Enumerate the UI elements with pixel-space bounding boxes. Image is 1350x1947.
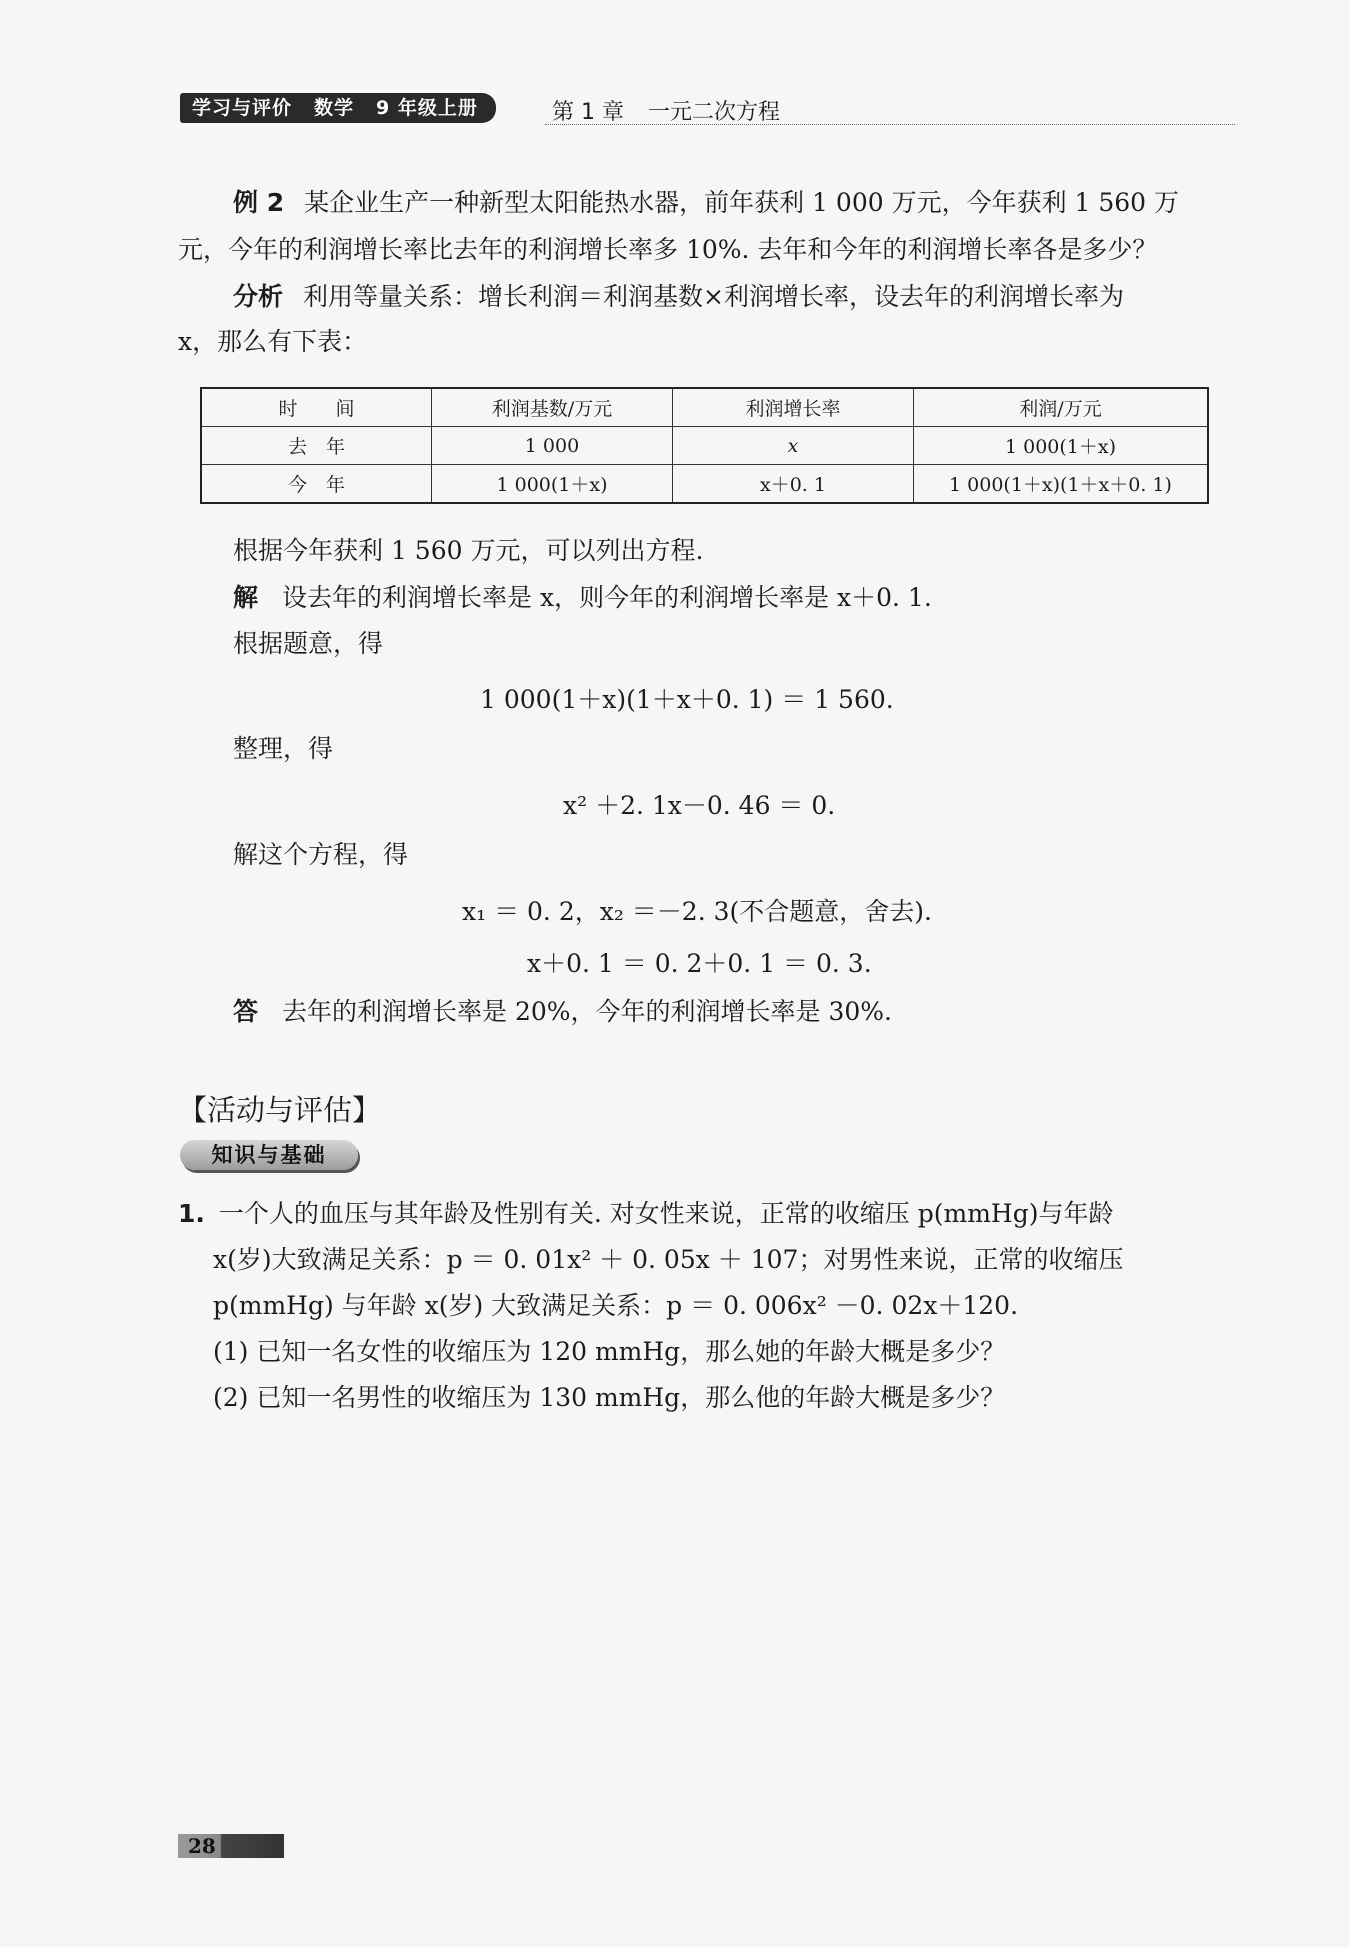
table-header-cell: 利润增长率 (673, 388, 914, 427)
by-meaning: 根据题意，得 (233, 629, 384, 658)
analysis-line-1 (233, 279, 1124, 315)
answer-line (233, 994, 892, 1030)
table-header-cell: 利润基数/万元 (432, 388, 673, 427)
analysis-label: 分析 (233, 282, 284, 311)
table-cell: 今 年 (201, 465, 432, 504)
answer-text: 去年的利润增长率是 20%，今年的利润增长率是 30%. (282, 997, 892, 1026)
exercise-text-1: 一个人的血压与其年龄及性别有关. 对女性来说，正常的收缩压 p(mmHg)与年龄 (218, 1199, 1114, 1228)
page-number: 28 (188, 1834, 216, 1858)
example-text-1: 某企业生产一种新型太阳能热水器，前年获利 1 000 万元，今年获利 1 560 万 (304, 188, 1180, 217)
equation-1: 1 000(1＋x)(1＋x＋0. 1) ＝ 1 560. (480, 685, 894, 714)
exercise-question-1: (1) 已知一名女性的收缩压为 120 mmHg，那么她的年龄大概是多少？ (213, 1337, 1006, 1366)
answer-label: 答 (233, 997, 259, 1026)
table-header-row (201, 388, 1208, 427)
table-row (201, 465, 1208, 504)
exercise-number: 1. (178, 1199, 205, 1228)
equation-4: x＋0. 1 ＝ 0. 2＋0. 1 ＝ 0. 3. (527, 949, 872, 978)
table-cell: x (673, 427, 914, 465)
exercise-line-3: p(mmHg) 与年龄 x(岁) 大致满足关系：p ＝ 0. 006x² －0. 02x＋120. (213, 1291, 1019, 1320)
table-cell: x＋0. 1 (673, 465, 914, 504)
table-cell: 去 年 (201, 427, 432, 465)
book-series: 学习与评价 (192, 97, 293, 119)
chapter-number: 第 1 章 (552, 100, 624, 125)
table-header-cell: 利润/万元 (914, 388, 1209, 427)
table-cell: 1 000(1＋x)(1＋x＋0. 1) (914, 465, 1209, 504)
header-rule (545, 124, 1235, 125)
book-title-badge (180, 93, 496, 123)
chapter-header (552, 95, 780, 126)
page-number-tab (178, 1834, 284, 1858)
simplify-line: 整理，得 (233, 734, 334, 763)
solution-intro: 根据今年获利 1 560 万元，可以列出方程. (233, 536, 704, 565)
analysis-text-1: 利用等量关系：增长利润＝利润基数×利润增长率，设去年的利润增长率为 (303, 282, 1124, 311)
book-subject: 数学 (314, 97, 355, 119)
table-row (201, 427, 1208, 465)
example-line-1 (233, 185, 1179, 221)
profit-table (200, 387, 1209, 504)
equation-3: x₁ ＝ 0. 2，x₂ ＝－2. 3(不合题意，舍去). (462, 897, 932, 926)
example-line-2: 元，今年的利润增长率比去年的利润增长率多 10%. 去年和今年的利润增长率各是多少？ (178, 235, 1158, 264)
solve-line: 解这个方程，得 (233, 840, 409, 869)
table-cell: 1 000(1＋x) (432, 465, 673, 504)
example-label: 例 2 (233, 188, 285, 217)
table-header-cell: 时 间 (201, 388, 432, 427)
equation-2: x² ＋2. 1x－0. 46 ＝ 0. (563, 791, 836, 820)
exercise-line-2: x(岁)大致满足关系：p ＝ 0. 01x² ＋ 0. 05x ＋ 107；对男性来说，正常的收缩压 (213, 1245, 1124, 1274)
solution-label: 解 (233, 583, 259, 612)
solution-set-line (233, 580, 932, 616)
exercise-question-2: (2) 已知一名男性的收缩压为 130 mmHg，那么他的年龄大概是多少？ (213, 1383, 1006, 1412)
chapter-title: 一元二次方程 (647, 100, 780, 125)
section-title: 【活动与评估】 (178, 1093, 382, 1127)
table-cell: 1 000(1＋x) (914, 427, 1209, 465)
table-cell: 1 000 (432, 427, 673, 465)
book-grade: 9 年级上册 (376, 97, 478, 119)
analysis-line-2: x，那么有下表： (178, 327, 368, 356)
solution-set: 设去年的利润增长率是 x，则今年的利润增长率是 x＋0. 1. (282, 583, 932, 612)
section-tag: 知识与基础 (180, 1140, 358, 1170)
exercise-line-1 (178, 1196, 1113, 1232)
